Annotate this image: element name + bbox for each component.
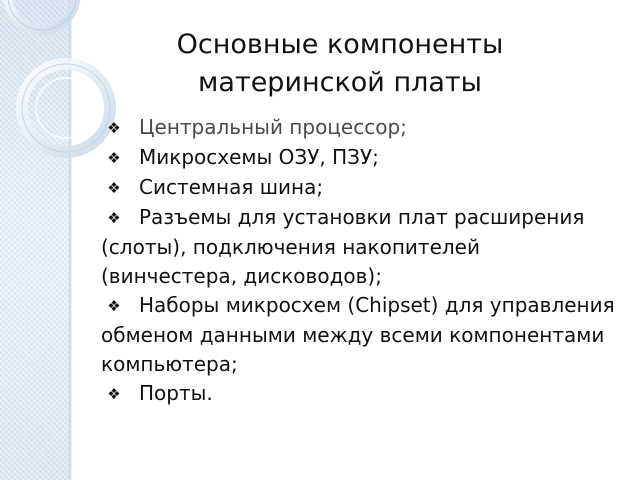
list-item <box>101 173 616 203</box>
list-item <box>101 291 616 379</box>
top-ring-shape <box>8 0 76 30</box>
slide-title-line-1: Основные компоненты <box>176 29 504 60</box>
diamond-bullet-icon: ❖ <box>107 385 121 403</box>
component-bullet-list <box>101 113 616 409</box>
diamond-bullet-icon: ❖ <box>107 297 121 315</box>
diamond-bullet-icon: ❖ <box>107 179 121 197</box>
diamond-bullet-icon: ❖ <box>107 119 121 137</box>
diamond-bullet-icon: ❖ <box>107 209 121 227</box>
list-item <box>101 113 616 143</box>
list-item-text: Микросхемы ОЗУ, ПЗУ; <box>139 145 379 169</box>
diamond-bullet-icon: ❖ <box>107 149 121 167</box>
list-item-text: Системная шина; <box>139 175 324 199</box>
list-item <box>101 379 616 409</box>
slide-title-line-2: материнской платы <box>198 67 482 98</box>
list-item <box>101 143 616 173</box>
list-item-text: Разъемы для установки плат расширения (слоты), подключения накопителей (винчестера, дисководов); <box>101 205 585 288</box>
list-item-text: Наборы микросхем (Chipset) для управления обменом данными между всеми компонентами компьютера; <box>101 293 615 376</box>
list-item <box>101 203 616 291</box>
slide-title <box>80 26 600 102</box>
list-item-text: Центральный процессор; <box>139 115 407 139</box>
list-item-text: Порты. <box>139 381 213 405</box>
